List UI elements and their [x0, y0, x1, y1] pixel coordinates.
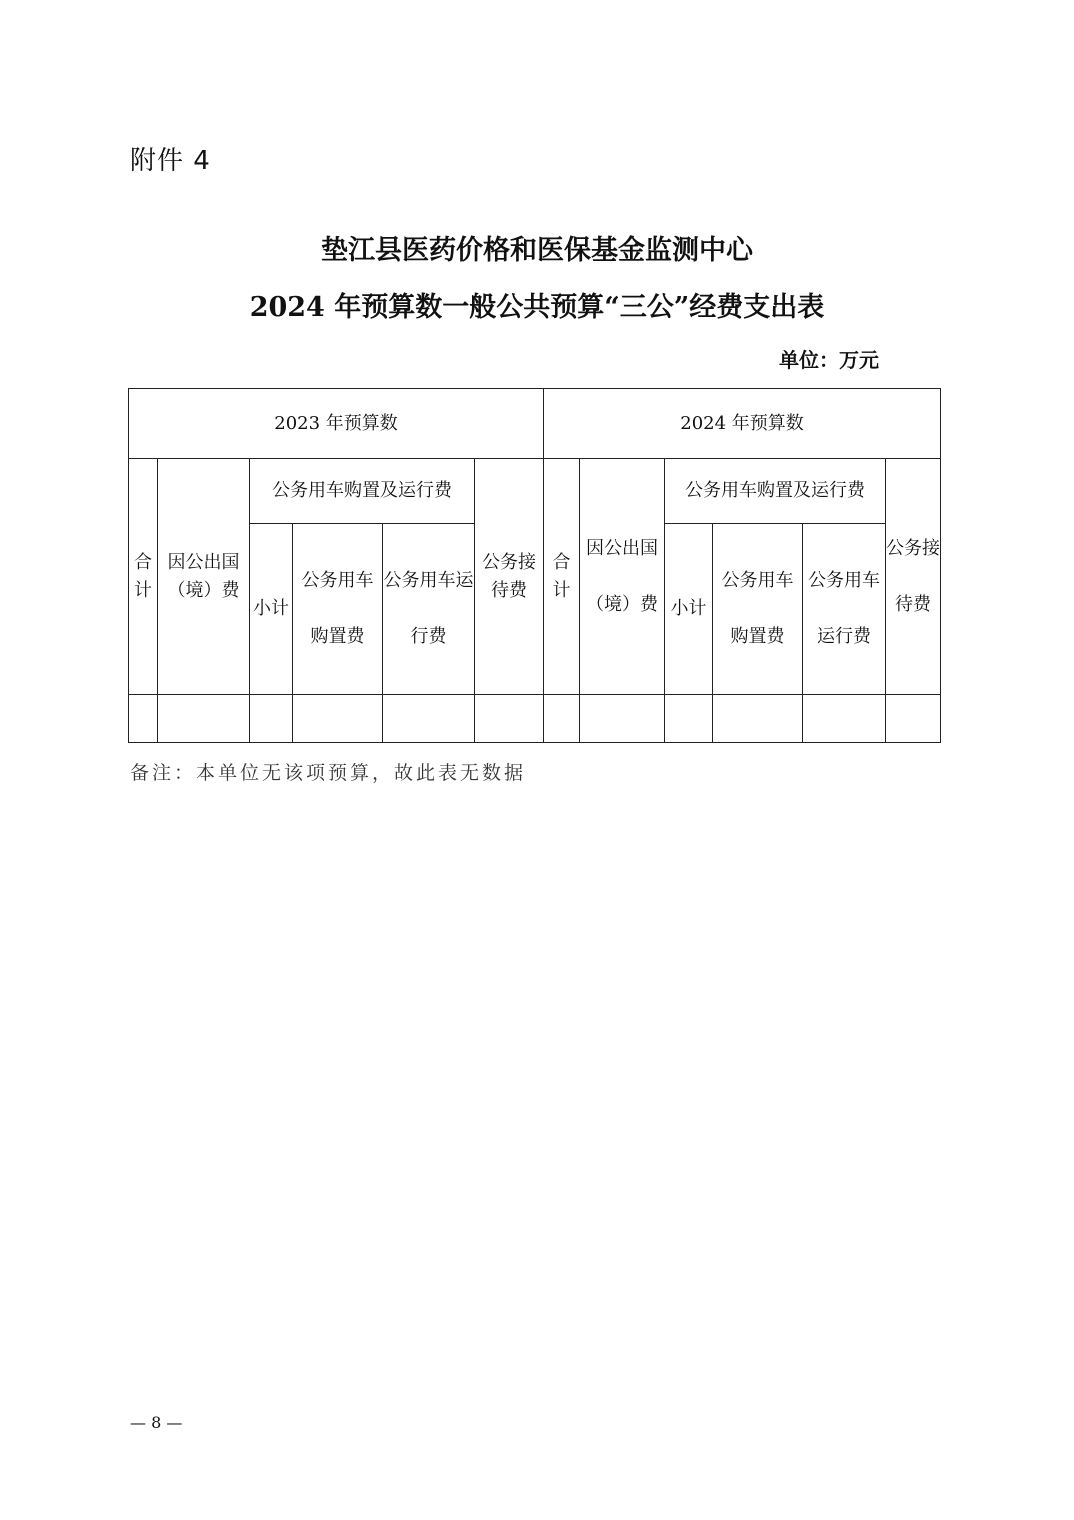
attachment-label: 附件 4 — [130, 146, 211, 176]
table-cell — [293, 695, 383, 743]
table-cell — [713, 695, 803, 743]
budget-table — [128, 388, 941, 743]
table-row — [129, 695, 941, 743]
page-number: — 8 — — [130, 1413, 183, 1432]
col-2024-reception: 公务接待费 — [886, 459, 941, 695]
table-cell — [886, 695, 941, 743]
col-2024-vehicle-group: 公务用车购置及运行费 — [665, 459, 886, 524]
col-2023-abroad: 因公出国（境）费 — [158, 459, 250, 695]
table-cell — [544, 695, 580, 743]
col-2024-vehicle-operation: 公务用车运行费 — [803, 524, 886, 695]
table-cell — [580, 695, 665, 743]
column-header-row-1 — [129, 459, 941, 524]
year-header-row — [129, 389, 941, 459]
col-2024-total: 合计 — [544, 459, 580, 695]
year-2024-header: 2024 年预算数 — [544, 389, 941, 459]
col-2023-reception: 公务接待费 — [475, 459, 544, 695]
col-2023-vehicle-operation: 公务用车运行费 — [383, 524, 475, 695]
table-cell — [250, 695, 293, 743]
col-2023-vehicle-group: 公务用车购置及运行费 — [250, 459, 475, 524]
col-2023-vehicle-purchase: 公务用车购置费 — [293, 524, 383, 695]
table-title-line2: 2024 年预算数一般公共预算“三公”经费支出表 — [249, 292, 825, 323]
table-title-line1: 垫江县医药价格和医保基金监测中心 — [321, 235, 753, 266]
col-2023-subtotal: 小计 — [250, 524, 293, 695]
remark-note: 备注：本单位无该项预算，故此表无数据 — [130, 762, 527, 784]
col-2023-total: 合计 — [129, 459, 158, 695]
table-cell — [158, 695, 250, 743]
col-2024-subtotal: 小计 — [665, 524, 713, 695]
col-2024-vehicle-purchase: 公务用车购置费 — [713, 524, 803, 695]
table-cell — [383, 695, 475, 743]
table-cell — [803, 695, 886, 743]
unit-label: 单位：万元 — [779, 348, 879, 372]
col-2024-abroad: 因公出国（境）费 — [580, 459, 665, 695]
table-cell — [665, 695, 713, 743]
table-cell — [475, 695, 544, 743]
year-2023-header: 2023 年预算数 — [129, 389, 544, 459]
table-cell — [129, 695, 158, 743]
